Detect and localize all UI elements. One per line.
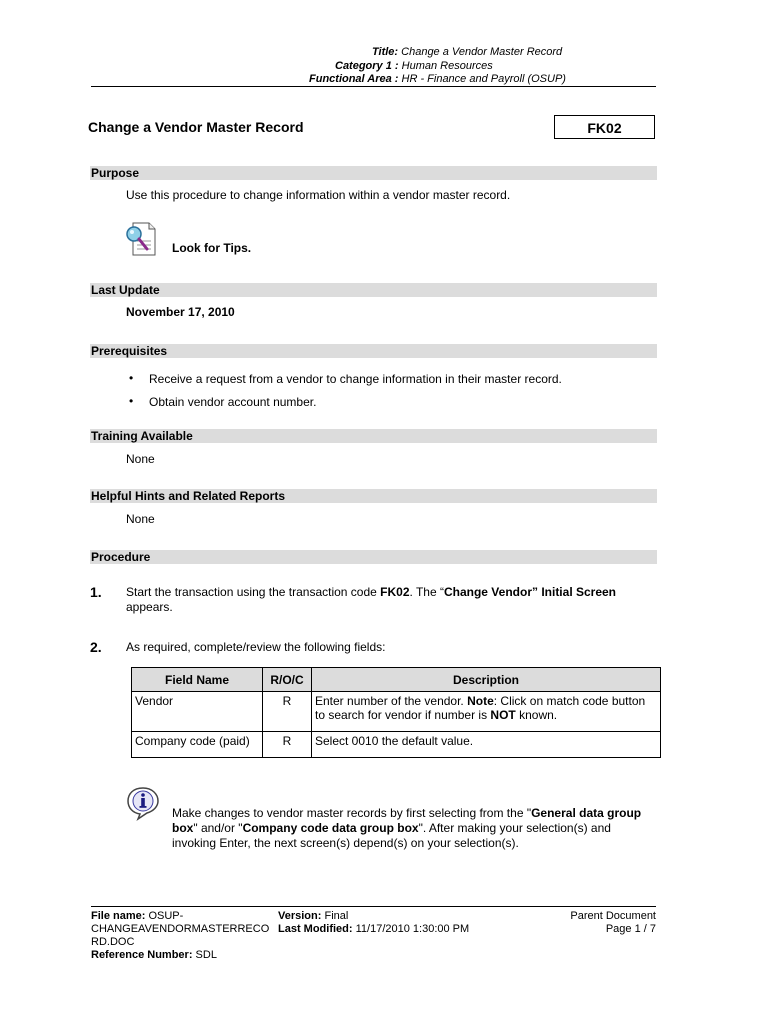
section-procedure	[90, 550, 657, 564]
table-cell-field: Company code (paid)	[132, 732, 263, 758]
bullet-dot: •	[129, 371, 134, 385]
footer-parent-document: Parent Document	[570, 910, 656, 922]
info-part: " and/or "	[193, 821, 243, 835]
description-part: : Click on match code button to search for vendor if number is	[315, 694, 646, 722]
section-heading: Procedure	[91, 550, 151, 564]
footer-label: Version:	[278, 910, 322, 922]
step-1-screen-name: Change Vendor” Initial Screen	[443, 585, 617, 599]
description-part: Enter number of the vendor.	[315, 694, 468, 708]
footer-value: CHANGEAVENDORMASTERRECO	[91, 923, 270, 935]
footer-page-number: Page 1 / 7	[605, 923, 656, 935]
footer-value: SDL	[195, 949, 217, 961]
info-note-text	[172, 806, 652, 851]
footer-page-info	[500, 910, 656, 936]
table-cell-description	[312, 692, 661, 732]
tip-document-magnifier-icon	[125, 221, 159, 257]
description-note: Note	[467, 694, 494, 708]
prerequisite-item: Receive a request from a vendor to change information in their master record.	[149, 372, 562, 386]
footer-value: 11/17/2010 1:30:00 PM	[355, 923, 470, 935]
info-part: ". After making your selection(s) and invoking Enter, the next screen(s) depend(s) on your selection(s).	[172, 821, 611, 850]
section-training	[90, 429, 657, 443]
transaction-code-box: FK02	[554, 115, 655, 139]
info-part: Make changes to vendor master records by first selecting from the "	[172, 806, 532, 820]
table-header: R/O/C	[263, 668, 312, 692]
tip-text: Look for Tips.	[172, 241, 252, 255]
step-1-code: FK02	[380, 585, 410, 599]
section-heading: Last Update	[91, 283, 160, 297]
section-last-update	[90, 283, 657, 297]
header-area-value: HR - Finance and Payroll (OSUP)	[401, 73, 566, 85]
info-emphasis: General data group box	[172, 806, 642, 835]
step-number: 2.	[90, 639, 102, 655]
description-part: known.	[515, 708, 558, 722]
hints-text: None	[126, 512, 155, 526]
section-heading: Training Available	[91, 429, 193, 443]
table-cell-roc: R	[263, 732, 312, 758]
section-heading: Purpose	[91, 166, 140, 180]
section-hints	[90, 489, 657, 503]
step-1-part: appears.	[126, 600, 173, 614]
header-title-value: Change a Vendor Master Record	[401, 46, 563, 58]
footer-file-name	[91, 910, 269, 962]
step-1-part: . The “	[409, 585, 444, 599]
table-row	[132, 732, 661, 758]
footer-label: Last Modified:	[278, 923, 353, 935]
header-rule	[91, 86, 656, 87]
info-icon	[125, 785, 161, 821]
header-category-label: Category 1 :	[335, 60, 399, 72]
table-row	[132, 692, 661, 732]
table-header: Field Name	[132, 668, 263, 692]
purpose-text: Use this procedure to change information within a vendor master record.	[126, 188, 511, 202]
header-title-label: Title:	[372, 46, 399, 58]
document-title: Change a Vendor Master Record	[88, 119, 304, 135]
last-update-date: November 17, 2010	[126, 305, 235, 319]
step-1-text	[126, 585, 666, 615]
training-text: None	[126, 452, 155, 466]
section-heading: Prerequisites	[91, 344, 168, 358]
table-header-row	[132, 668, 661, 692]
step-1-part: Start the transaction using the transaction code	[126, 585, 381, 599]
footer-value: Final	[324, 910, 349, 922]
info-emphasis: Company code data group box	[242, 821, 419, 835]
footer-value: OSUP-	[148, 910, 184, 922]
footer-label: File name:	[91, 910, 146, 922]
prerequisite-item: Obtain vendor account number.	[149, 395, 317, 409]
table-header: Description	[312, 668, 661, 692]
table-cell-field: Vendor	[132, 692, 263, 732]
description-not: NOT	[490, 708, 516, 722]
step-2-text: As required, complete/review the following fields:	[126, 640, 386, 654]
fields-table	[131, 667, 661, 758]
header-category-value: Human Resources	[401, 60, 493, 72]
section-purpose	[90, 166, 657, 180]
header-area-label: Functional Area :	[309, 73, 399, 85]
bullet-dot: •	[129, 394, 134, 408]
footer-value: RD.DOC	[91, 936, 135, 948]
footer-rule	[91, 906, 656, 907]
section-heading: Helpful Hints and Related Reports	[91, 489, 286, 503]
step-number: 1.	[90, 584, 102, 600]
footer-version	[278, 910, 469, 936]
table-cell-description: Select 0010 the default value.	[312, 732, 661, 758]
table-cell-roc: R	[263, 692, 312, 732]
footer-label: Reference Number:	[91, 949, 193, 961]
section-prerequisites	[90, 344, 657, 358]
